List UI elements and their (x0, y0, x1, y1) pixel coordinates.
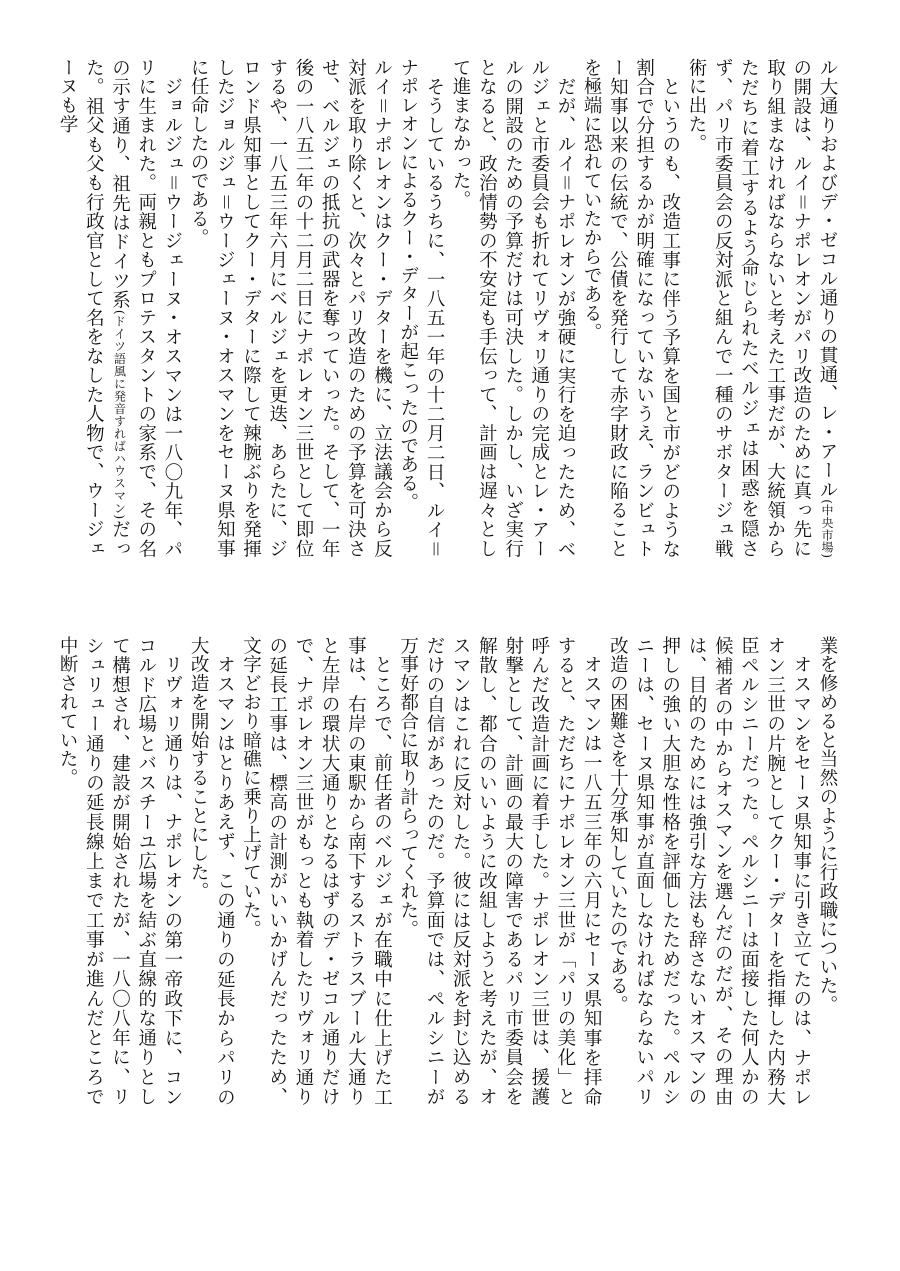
annotation-note: (ドイツ語風に発音すればハウスマン) (112, 309, 127, 520)
paragraph (395, 636, 605, 1106)
annotation-note: (中央市場) (820, 499, 834, 558)
paragraph (604, 636, 814, 1106)
paragraph (578, 58, 683, 558)
upper-text-block (57, 58, 840, 558)
paragraph-text: ところで、前任者のベルジェが在職中に仕上げた工事は、右岸の東駅から南下するストラスブール大通りと左岸の環状大通りとなるはずのデ・ゼコル通りだけで、ナポレオン三世がもっとも執着したリヴォリ通りの延長工事は、標高の計測がいいかげんだったため、文字どおり暗礁に乗り上げていた。 (240, 636, 393, 1106)
paragraph-text: リヴォリ通りは、ナポレオンの第一帝政下に、コンコルド広場とバスチーユ広場を結ぶ直線的な通りとして構想され、建設が開始されたが、一八〇八年に、リシュリュー通りの延長線上まで工事が進んだところで中断されていた。 (57, 636, 183, 1106)
paragraph-text: だが、ルイ＝ナポレオンが強硬に実行を迫ったため、ベルジェと市委員会も折れてリヴォリ通りの完成とレ・アールの開設のための予算だけは可決した。しかし、いざ実行となると、政治情勢の不安定も手伝って、計画は遅々として進まなかった。 (450, 58, 576, 558)
paragraph-text: オスマンは一八五三年の六月にセーヌ県知事を拝命すると、ただちにナポレオン三世が「パリの美化」と呼んだ改造計画に着手した。ナポレオン三世は、援護射撃として、計画の最大の障害であるパリ市委員会を解散し、都合のいいように改組しようと考えたが、オスマンはこれに反対した。彼には反対派を封じ込めるだけの自信があったのだ。予算面では、ペルシニーが万事好都合に取り計らってくれた。 (397, 636, 603, 1106)
paragraph-text: 業を修めると当然のように行政職についた。 (817, 636, 838, 1014)
paragraph (683, 58, 840, 558)
paragraph (54, 636, 185, 1106)
paragraph (447, 58, 578, 558)
paragraph-text: というのも、改造工事に伴う予算を国と市がどのような割合で分担するかが明確になっていないうえ、ランビュトー知事以来の伝統で、公債を発行して赤字財政に陥ることを極端に恐れていたからである。 (581, 58, 681, 558)
paragraph-text: ジョルジュ＝ウージェーヌ・オスマンは一八〇九年、パリに生まれた。両親ともプロテスタントの家系で、その名の示す通り、祖先はドイツ系 (109, 58, 183, 558)
paragraph (54, 58, 185, 558)
paragraph (185, 636, 237, 1106)
paragraph-text: の開設は、ルイ＝ナポレオンがパリ改造のために真っ先に取り組まなければならないと考えた工事だが、大統領からただちに着工するよう命じられたベルジェは困惑を隠さず、パリ市委員会の反対派と組んで一種のサボタージュ戦術に出た。 (685, 58, 812, 558)
paragraph-text: ル大通りおよびデ・ゼコル通りの貫通、レ・アール (817, 58, 838, 500)
paragraph-text: オスマンはとりあえず、この通りの延長からパリの大改造を開始することにした。 (188, 636, 236, 1106)
paragraph (814, 636, 840, 1106)
paragraph-text: だった。祖父も父も行政官として名をなした人物で、ウージェーヌも学 (57, 58, 131, 558)
paragraph (237, 636, 394, 1106)
paragraph-text: そうしているうちに、一八五一年の十二月二日、ルイ＝ナポレオンによるクー・デターが起こったのである。 (397, 58, 445, 558)
paragraph-text: オスマンをセーヌ県知事に引き立てたのは、ナポレオン三世の片腕としてクー・デターを指揮した内務大臣ペルシニーだった。ペルシニーは面接した何人かの候補者の中からオスマンを選んだのだが、その理由は、目的のためには強引な方法も辞さないオスマンの押しの強い大胆な性格を評価したためだった。ペルシニーは、セーヌ県知事が直面しなければならないパリ改造の困難さを十分承知していたのである。 (607, 636, 812, 1106)
paragraph-text: ルイ＝ナポレオンはクー・デターを機に、立法議会から反対派を取り除くと、次々とパリ改造のための予算を可決させ、ベルジェの抵抗の武器を奪っていった。そして、一年後の一八五二年の十二月二日にナポレオン三世として即位するや、一八五三年六月にベルジェを更迭、あらたに、ジロンド県知事としてクー・デターに際して辣腕ぶりを発揮したジョルジュ＝ウージェーヌ・オスマンをセーヌ県知事に任命したのである。 (188, 58, 393, 558)
paragraph (395, 58, 447, 558)
lower-text-block (57, 636, 840, 1106)
paragraph (185, 58, 395, 558)
